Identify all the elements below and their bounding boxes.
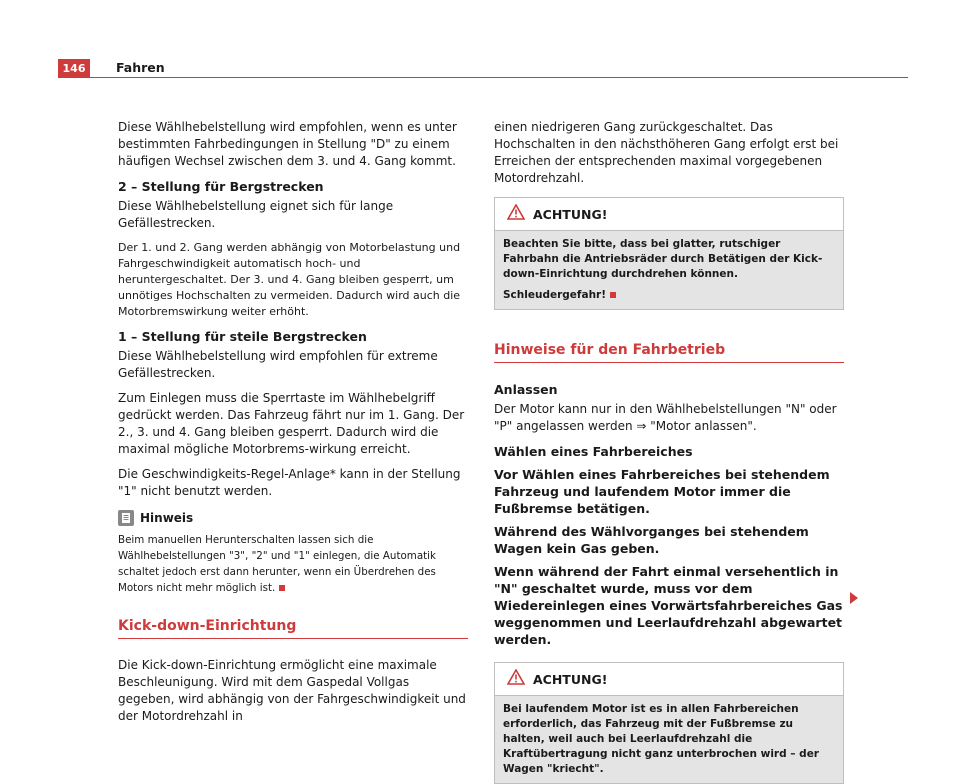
subheading-waehlen: Wählen eines Fahrbereiches xyxy=(494,444,693,459)
end-marker-icon xyxy=(610,292,616,298)
section-title-fahrbetrieb: Hinweise für den Fahrbetrieb xyxy=(494,342,844,363)
left-column xyxy=(118,119,468,733)
bold-instruction: Vor Wählen eines Fahrbereiches bei stehendem Fahrzeug und laufendem Motor immer die Fußbremse betätigen. xyxy=(494,467,830,516)
header-rule xyxy=(58,77,908,78)
paragraph: Die Kick-down-Einrichtung ermöglicht eine maximale Beschleunigung. Wird mit dem Gaspedal Vollgas gegeben, wird abhängig von der Fahrgeschwindigkeit und der Motordrehzahl in xyxy=(118,658,466,723)
note-icon xyxy=(118,510,134,526)
right-column xyxy=(494,119,844,784)
warning-body xyxy=(495,231,843,309)
page-header xyxy=(0,0,960,80)
warning-box xyxy=(494,197,844,310)
paragraph: Diese Wählhebelstellung wird empfohlen für extreme Gefällestrecken. xyxy=(118,349,438,380)
subheading-anlassen: Anlassen xyxy=(494,382,558,397)
warning-text: Schleudergefahr! xyxy=(503,288,835,303)
paragraph: Die Geschwindigkeits-Regel-Anlage* kann in der Stellung "1" nicht benutzt werden. xyxy=(118,467,461,498)
page-number: 146 xyxy=(58,59,90,78)
subheading-stellung-2: 2 – Stellung für Bergstrecken xyxy=(118,179,324,194)
warning-header xyxy=(495,663,843,696)
paragraph: Der 1. und 2. Gang werden abhängig von Motorbelastung und Fahrgeschwindigkeit automatisch hoch- und heruntergeschaltet. Der 3. und 4. Gang bleiben gesperrt, um unnötiges Hochschalten zu vermeiden. Dadurch wird auch die Motorbremswirkung weiter erhöht. xyxy=(118,241,461,318)
bold-instruction: Wenn während der Fahrt einmal versehentlich in "N" geschaltet wurde, muss vor dem Wiedereinlegen eines Vorwärtsfahrbereiches Gas weggenommen und Leerlaufdrehzahl abgewartet werden. xyxy=(494,564,843,647)
paragraph: Zum Einlegen muss die Sperrtaste im Wählhebelgriff gedrückt werden. Das Fahrzeug fährt nur im 1. Gang. Der 2., 3. und 4. Gang bleiben gesperrt. Dadurch wird die maximal mögliche Motorbrems-wirkung erreicht. xyxy=(118,391,465,456)
note-header xyxy=(118,510,468,526)
warning-text: Beachten Sie bitte, dass bei glatter, rutschiger Fahrbahn die Antriebsräder durch Betätigen der Kick-down-Einrichtung durchdrehen können. xyxy=(503,238,823,280)
section-title-kickdown: Kick-down-Einrichtung xyxy=(118,618,468,639)
continue-arrow-icon xyxy=(850,592,858,604)
warning-title: ACHTUNG! xyxy=(533,206,608,222)
paragraph: Diese Wählhebelstellung eignet sich für lange Gefällestrecken. xyxy=(118,199,394,230)
warning-triangle-icon xyxy=(507,204,525,224)
paragraph: einen niedrigeren Gang zurückgeschaltet. Das Hochschalten in den nächsthöheren Gang erfolgt erst bei Erreichen der entsprechenden maximal vorgegebenen Motordrehzahl. xyxy=(494,120,839,185)
warning-title: ACHTUNG! xyxy=(533,671,608,687)
warning-box xyxy=(494,662,844,784)
end-marker-icon xyxy=(279,585,285,591)
warning-text: Bei laufendem Motor ist es in allen Fahrbereichen erforderlich, das Fahrzeug mit der Fußbremse zu halten, weil auch bei Leerlaufdrehzahl die Kraftübertragung nicht ganz unterbrochen wird – der Wagen "kriecht". xyxy=(503,703,819,775)
paragraph: Diese Wählhebelstellung wird empfohlen, wenn es unter bestimmten Fahrbedingungen in Stellung "D" zu einem häufigen Wechsel zwischen dem 3. und 4. Gang kommt. xyxy=(118,120,457,168)
paragraph: Der Motor kann nur in den Wählhebelstellungen "N" oder "P" angelassen werden ⇒ "Motor anlassen". xyxy=(494,402,837,433)
chapter-title: Fahren xyxy=(116,60,165,75)
warning-triangle-icon xyxy=(507,669,525,689)
subheading-stellung-1: 1 – Stellung für steile Bergstrecken xyxy=(118,329,367,344)
bold-instruction: Während des Wählvorganges bei stehendem Wagen kein Gas geben. xyxy=(494,524,809,556)
note-title: Hinweis xyxy=(140,511,194,525)
note-text: Beim manuellen Herunterschalten lassen sich die Wählhebelstellungen "3", "2" und "1" einlegen, die Automatik schaltet jedoch erst dann herunter, wenn ein Überdrehen des Motors nicht mehr möglich ist. xyxy=(118,534,436,594)
warning-body xyxy=(495,696,843,783)
warning-header xyxy=(495,198,843,231)
